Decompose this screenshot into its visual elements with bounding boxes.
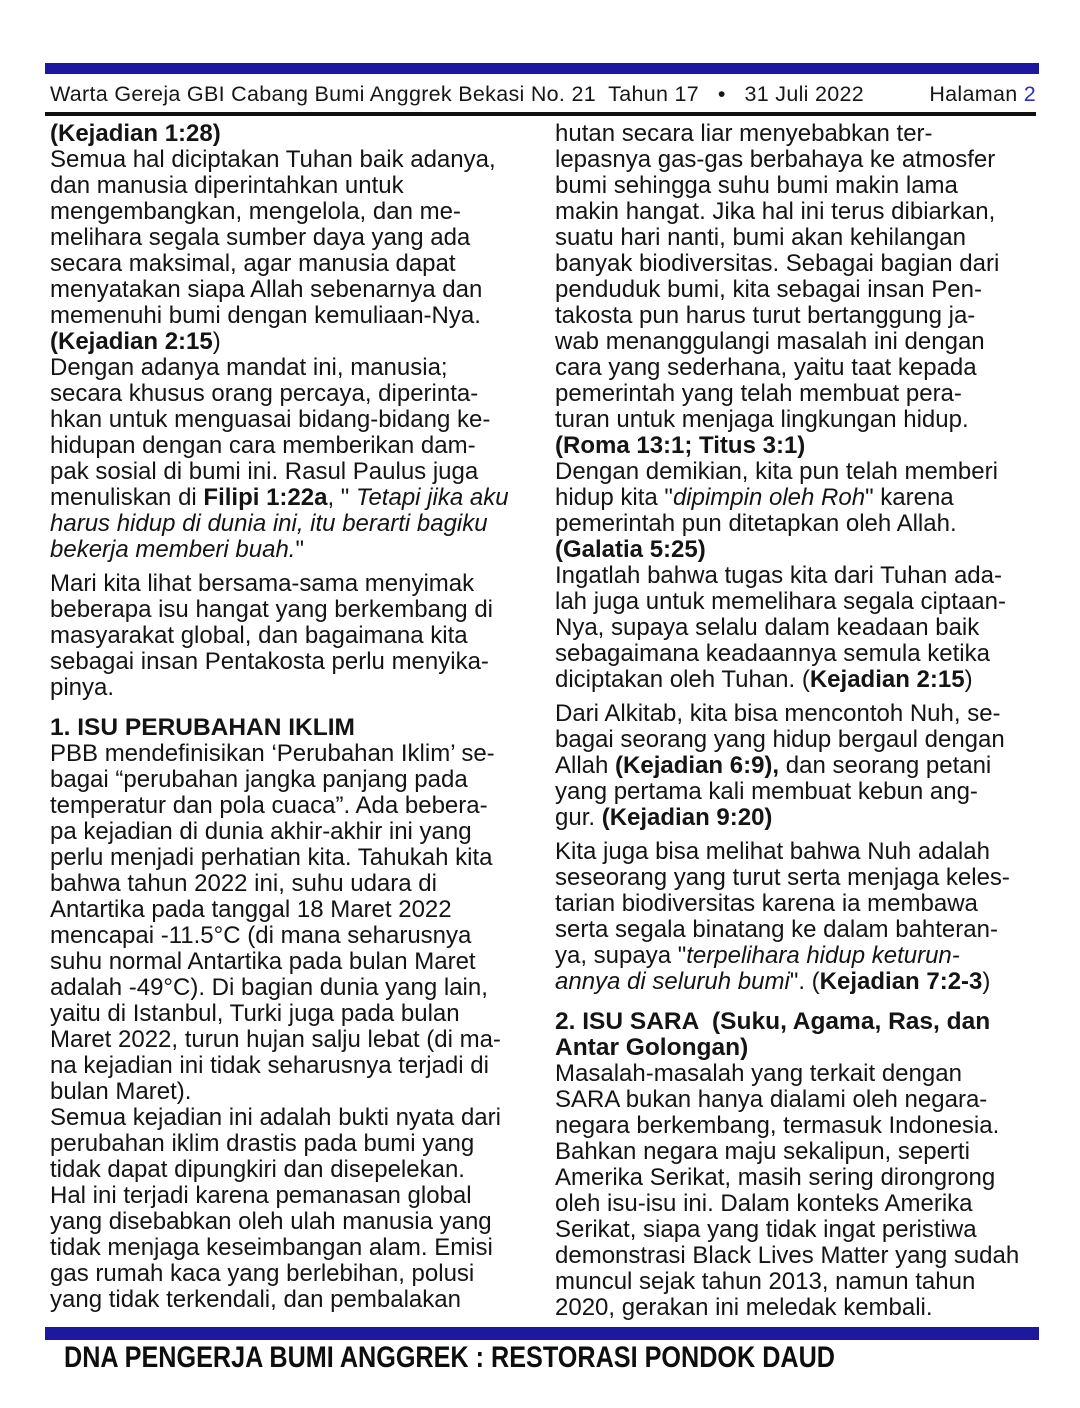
text-line bbox=[50, 199, 534, 225]
text-run: ) bbox=[212, 328, 221, 355]
text-run: suhu normal Antartika pada bulan Maret bbox=[50, 948, 476, 975]
header-rule bbox=[45, 112, 1036, 116]
text-run: negara berkembang, termasuk Indonesia. bbox=[555, 1112, 1000, 1139]
text-run: diciptakan oleh Tuhan. ( bbox=[555, 666, 810, 693]
text-line bbox=[50, 649, 534, 675]
text-run: Tetapi jika aku bbox=[356, 484, 509, 511]
column-left bbox=[50, 121, 534, 1321]
text-run: takosta pun harus turut bertanggung ja- bbox=[555, 302, 976, 329]
text-line bbox=[50, 1209, 534, 1235]
text-line bbox=[555, 891, 1039, 917]
text-run: seseorang yang turut serta menjaga keles- bbox=[555, 864, 1010, 891]
text-line bbox=[50, 1001, 534, 1027]
text-run: Amerika Serikat, masih sering dirongrong bbox=[555, 1164, 996, 1191]
text-run: 2. ISU SARA (Suku, Agama, Ras, dan bbox=[555, 1008, 991, 1035]
text-line bbox=[50, 173, 534, 199]
page-indicator bbox=[929, 82, 1036, 107]
paragraph bbox=[555, 1061, 1039, 1321]
text-run: banyak biodiversitas. Sebagai bagian dari bbox=[555, 250, 1000, 277]
text-run: pemerintah yang telah membuat pera- bbox=[555, 380, 962, 407]
text-line bbox=[555, 303, 1039, 329]
text-run: mencapai -11.5°C (di mana seharusnya bbox=[50, 922, 472, 949]
text-run: bahwa tahun 2022 ini, suhu udara di bbox=[50, 870, 437, 897]
text-line bbox=[555, 1243, 1039, 1269]
text-line bbox=[555, 1113, 1039, 1139]
text-run: Dengan demikian, kita pun telah memberi bbox=[555, 458, 998, 485]
text-line bbox=[50, 571, 534, 597]
article-body bbox=[50, 121, 1040, 1321]
text-run: , " bbox=[327, 484, 356, 511]
text-line bbox=[555, 563, 1039, 589]
text-line bbox=[50, 1105, 534, 1131]
text-line bbox=[555, 779, 1039, 805]
text-run: ". ( bbox=[789, 968, 820, 995]
text-run: (Kejadian 2:15 bbox=[50, 328, 213, 355]
text-run: lepasnya gas-gas berbahaya ke atmosfer bbox=[555, 146, 996, 173]
text-line bbox=[50, 433, 534, 459]
text-run: yaitu di Istanbul, Turki juga pada bulan bbox=[50, 1000, 460, 1027]
text-line bbox=[555, 199, 1039, 225]
page-label: Halaman bbox=[929, 82, 1024, 106]
text-line bbox=[555, 1087, 1039, 1113]
text-run: mengembangkan, mengelola, dan me- bbox=[50, 198, 461, 225]
text-run: bagai seorang yang hidup bergaul dengan bbox=[555, 726, 1005, 753]
text-run: 2020, gerakan ini meledak kembali. bbox=[555, 1294, 933, 1321]
text-run: Dengan adanya mandat ini, manusia; bbox=[50, 354, 448, 381]
text-run: na kejadian ini tidak seharusnya terjadi di bbox=[50, 1052, 489, 1079]
text-run: Semua kejadian ini adalah bukti nyata dari bbox=[50, 1104, 501, 1131]
text-run: adalah -49°C). Di bagian dunia yang lain, bbox=[50, 974, 488, 1001]
text-line bbox=[50, 225, 534, 251]
text-run: masyarakat global, dan bagaimana kita bbox=[50, 622, 468, 649]
text-line bbox=[555, 147, 1039, 173]
text-run: wab menanggulangi masalah ini dengan bbox=[555, 328, 985, 355]
footer-accent-bar bbox=[45, 1327, 1039, 1340]
text-line bbox=[50, 975, 534, 1001]
text-run: Serikat, siapa yang tidak ingat peristiwa bbox=[555, 1216, 977, 1243]
text-line bbox=[50, 1027, 534, 1053]
text-run: pak sosial di bumi ini. Rasul Paulus juga bbox=[50, 458, 479, 485]
text-line bbox=[50, 1287, 534, 1313]
text-run: suatu hari nanti, bumi akan kehilangan bbox=[555, 224, 966, 251]
text-line bbox=[50, 1183, 534, 1209]
text-run: Antar Golongan) bbox=[555, 1034, 749, 1061]
text-line bbox=[50, 329, 534, 355]
text-line bbox=[50, 407, 534, 433]
text-line bbox=[555, 511, 1039, 537]
text-line bbox=[50, 537, 534, 563]
text-run: menyatakan siapa Allah sebenarnya dan bbox=[50, 276, 483, 303]
text-run: tidak dapat dipungkiri dan disepelekan. bbox=[50, 1156, 465, 1183]
text-line bbox=[555, 277, 1039, 303]
text-line bbox=[555, 1165, 1039, 1191]
text-run: beberapa isu hangat yang berkembang di bbox=[50, 596, 493, 623]
paragraph bbox=[50, 1105, 534, 1313]
text-line bbox=[555, 173, 1039, 199]
section-heading bbox=[50, 715, 534, 741]
text-run: Hal ini terjadi karena pemanasan global bbox=[50, 1182, 472, 1209]
text-run: tarian biodiversitas karena ia membawa bbox=[555, 890, 978, 917]
text-run: harus hidup di dunia ini, itu berarti bagiku bbox=[50, 510, 488, 537]
text-line bbox=[50, 485, 534, 511]
text-run: PBB mendefinisikan ‘Perubahan Iklim’ se- bbox=[50, 740, 495, 767]
text-line bbox=[555, 537, 1039, 563]
text-line bbox=[555, 589, 1039, 615]
text-line bbox=[50, 923, 534, 949]
text-run: Allah bbox=[555, 752, 616, 779]
text-run: perlu menjadi perhatian kita. Tahukah kita bbox=[50, 844, 493, 871]
text-run: hkan untuk menguasai bidang-bidang ke- bbox=[50, 406, 491, 433]
header-accent-bar bbox=[45, 63, 1039, 74]
text-line bbox=[50, 819, 534, 845]
text-run: cara yang sederhana, yaitu taat kepada bbox=[555, 354, 977, 381]
text-run: Bahkan negara maju sekalipun, seperti bbox=[555, 1138, 970, 1165]
text-run: pemerintah pun ditetapkan oleh Allah. bbox=[555, 510, 957, 537]
text-line bbox=[555, 615, 1039, 641]
text-run: (Galatia 5:25) bbox=[555, 536, 706, 563]
text-line bbox=[50, 355, 534, 381]
text-run: gur. bbox=[555, 804, 602, 831]
text-run: ) bbox=[982, 968, 991, 995]
text-line bbox=[50, 277, 534, 303]
text-run: bumi sehingga suhu bumi makin lama bbox=[555, 172, 958, 199]
text-run: yang tidak terkendali, dan pembalakan bbox=[50, 1286, 461, 1313]
text-line bbox=[50, 1235, 534, 1261]
text-run: melihara segala sumber daya yang ada bbox=[50, 224, 471, 251]
text-run: Filipi 1:22a bbox=[203, 484, 328, 511]
text-line bbox=[50, 511, 534, 537]
text-run: Nya, supaya selalu dalam keadaan baik bbox=[555, 614, 980, 641]
text-line bbox=[50, 767, 534, 793]
text-line bbox=[50, 793, 534, 819]
text-run: penduduk bumi, kita sebagai insan Pen- bbox=[555, 276, 982, 303]
text-run: lah juga untuk memelihara segala ciptaan- bbox=[555, 588, 1006, 615]
text-line bbox=[50, 1131, 534, 1157]
text-run: Kejadian 7:2-3 bbox=[819, 968, 983, 995]
footer-banner: DNA PENGERJA BUMI ANGGREK : RESTORASI PONDOK DAUD bbox=[64, 1341, 835, 1374]
section-heading bbox=[555, 1009, 1039, 1061]
text-line bbox=[555, 865, 1039, 891]
text-line bbox=[555, 943, 1039, 969]
text-line bbox=[50, 1261, 534, 1287]
text-line bbox=[555, 433, 1039, 459]
column-right bbox=[555, 121, 1039, 1321]
text-line bbox=[555, 1139, 1039, 1165]
text-line bbox=[555, 407, 1039, 433]
text-run: muncul sejak tahun 2013, namun tahun bbox=[555, 1268, 976, 1295]
text-line bbox=[555, 701, 1039, 727]
text-line bbox=[50, 871, 534, 897]
paragraph bbox=[50, 355, 534, 563]
text-line bbox=[50, 251, 534, 277]
text-run: bekerja memberi buah. bbox=[50, 536, 296, 563]
text-line bbox=[50, 741, 534, 767]
text-run: temperatur dan pola cuaca”. Ada bebera- bbox=[50, 792, 488, 819]
paragraph bbox=[555, 563, 1039, 693]
text-run: dan seorang petani bbox=[779, 752, 992, 779]
text-line bbox=[50, 147, 534, 173]
text-run: Antartika pada tanggal 18 Maret 2022 bbox=[50, 896, 452, 923]
text-line bbox=[50, 845, 534, 871]
text-run: yang disebabkan oleh ulah manusia yang bbox=[50, 1208, 492, 1235]
text-line bbox=[555, 381, 1039, 407]
text-run: secara khusus orang percaya, diperinta- bbox=[50, 380, 479, 407]
paragraph bbox=[555, 701, 1039, 831]
page-header bbox=[50, 82, 1036, 107]
text-run: menuliskan di bbox=[50, 484, 204, 511]
text-line bbox=[50, 303, 534, 329]
text-line bbox=[555, 805, 1039, 831]
text-line bbox=[555, 1009, 1039, 1035]
text-line bbox=[555, 225, 1039, 251]
text-line bbox=[50, 597, 534, 623]
text-run: (Kejadian 9:20) bbox=[601, 804, 773, 831]
page-number: 2 bbox=[1023, 82, 1036, 106]
text-line bbox=[555, 641, 1039, 667]
text-run: perubahan iklim drastis pada bumi yang bbox=[50, 1130, 475, 1157]
text-line bbox=[555, 485, 1039, 511]
text-line bbox=[555, 727, 1039, 753]
text-run: " bbox=[295, 536, 304, 563]
text-run: " karena bbox=[865, 484, 954, 511]
text-line bbox=[50, 459, 534, 485]
text-run: turan untuk menjaga lingkungan hidup. bbox=[555, 406, 969, 433]
text-run: sebagaimana keadaannya semula ketika bbox=[555, 640, 990, 667]
paragraph bbox=[555, 121, 1039, 459]
text-line bbox=[555, 1035, 1039, 1061]
text-line bbox=[50, 949, 534, 975]
text-run: hidup kita " bbox=[555, 484, 673, 511]
text-line bbox=[555, 355, 1039, 381]
text-line bbox=[555, 839, 1039, 865]
text-run: SARA bukan hanya dialami oleh negara- bbox=[555, 1086, 988, 1113]
paragraph bbox=[50, 121, 534, 355]
text-run: pa kejadian di dunia akhir-akhir ini yang bbox=[50, 818, 472, 845]
text-line bbox=[555, 1295, 1039, 1321]
text-run: Masalah-masalah yang terkait dengan bbox=[555, 1060, 962, 1087]
text-run: (Roma 13:1; Titus 3:1) bbox=[555, 432, 806, 459]
text-run: 1. ISU PERUBAHAN IKLIM bbox=[50, 714, 355, 741]
text-line bbox=[50, 381, 534, 407]
text-line bbox=[555, 459, 1039, 485]
text-run: Kejadian 2:15 bbox=[809, 666, 965, 693]
text-line bbox=[555, 917, 1039, 943]
text-run: yang pertama kali membuat kebun ang- bbox=[555, 778, 978, 805]
text-run: serta segala binatang ke dalam bahteran- bbox=[555, 916, 998, 943]
text-line bbox=[50, 1157, 534, 1183]
text-line bbox=[50, 1079, 534, 1105]
text-line bbox=[50, 1053, 534, 1079]
text-run: annya di seluruh bumi bbox=[555, 968, 790, 995]
text-run: bulan Maret). bbox=[50, 1078, 192, 1105]
text-run: bagai “perubahan jangka panjang pada bbox=[50, 766, 468, 793]
text-run: gas rumah kaca yang berlebihan, polusi bbox=[50, 1260, 475, 1287]
paragraph bbox=[50, 741, 534, 1105]
text-line bbox=[50, 675, 534, 701]
newsletter-title: Warta Gereja GBI Cabang Bumi Anggrek Bekasi No. 21 Tahun 17 • 31 Juli 2022 bbox=[50, 82, 865, 106]
text-line bbox=[50, 623, 534, 649]
text-run: Ingatlah bahwa tugas kita dari Tuhan ada- bbox=[555, 562, 1002, 589]
text-line bbox=[555, 329, 1039, 355]
text-run: ya, supaya " bbox=[555, 942, 687, 969]
text-run: tidak menjaga keseimbangan alam. Emisi bbox=[50, 1234, 493, 1261]
text-line bbox=[555, 969, 1039, 995]
text-run: pinya. bbox=[50, 674, 115, 701]
text-line bbox=[555, 753, 1039, 779]
text-run: Dari Alkitab, kita bisa mencontoh Nuh, se- bbox=[555, 700, 1001, 727]
text-line bbox=[555, 251, 1039, 277]
text-run: memenuhi bumi dengan kemuliaan-Nya. bbox=[50, 302, 481, 329]
text-line bbox=[555, 1269, 1039, 1295]
text-line bbox=[555, 667, 1039, 693]
text-run: oleh isu-isu ini. Dalam konteks Amerika bbox=[555, 1190, 973, 1217]
text-run: makin hangat. Jika hal ini terus dibiarkan, bbox=[555, 198, 996, 225]
text-run: Semua hal diciptakan Tuhan baik adanya, bbox=[50, 146, 496, 173]
text-line bbox=[50, 715, 534, 741]
text-run: dan manusia diperintahkan untuk bbox=[50, 172, 404, 199]
text-line bbox=[555, 1061, 1039, 1087]
text-run: hutan secara liar menyebabkan ter- bbox=[555, 120, 933, 147]
text-run: Kita juga bisa melihat bahwa Nuh adalah bbox=[555, 838, 990, 865]
text-run: hidupan dengan cara memberikan dam- bbox=[50, 432, 476, 459]
text-run: (Kejadian 1:28) bbox=[50, 120, 221, 147]
text-run: secara maksimal, agar manusia dapat bbox=[50, 250, 456, 277]
text-run: demonstrasi Black Lives Matter yang sudah bbox=[555, 1242, 1020, 1269]
text-run: dipimpin oleh Roh bbox=[672, 484, 866, 511]
text-line bbox=[555, 1191, 1039, 1217]
text-line bbox=[555, 121, 1039, 147]
text-run: Mari kita lihat bersama-sama menyimak bbox=[50, 570, 475, 597]
text-line bbox=[50, 897, 534, 923]
text-run: terpelihara hidup keturun- bbox=[686, 942, 960, 969]
text-run: ) bbox=[964, 666, 973, 693]
text-line bbox=[555, 1217, 1039, 1243]
text-line bbox=[50, 121, 534, 147]
paragraph bbox=[555, 459, 1039, 563]
paragraph bbox=[50, 571, 534, 701]
text-run: sebagai insan Pentakosta perlu menyika- bbox=[50, 648, 489, 675]
paragraph bbox=[555, 839, 1039, 995]
text-run: Maret 2022, turun hujan salju lebat (di ma- bbox=[50, 1026, 501, 1053]
text-run: (Kejadian 6:9), bbox=[615, 752, 780, 779]
